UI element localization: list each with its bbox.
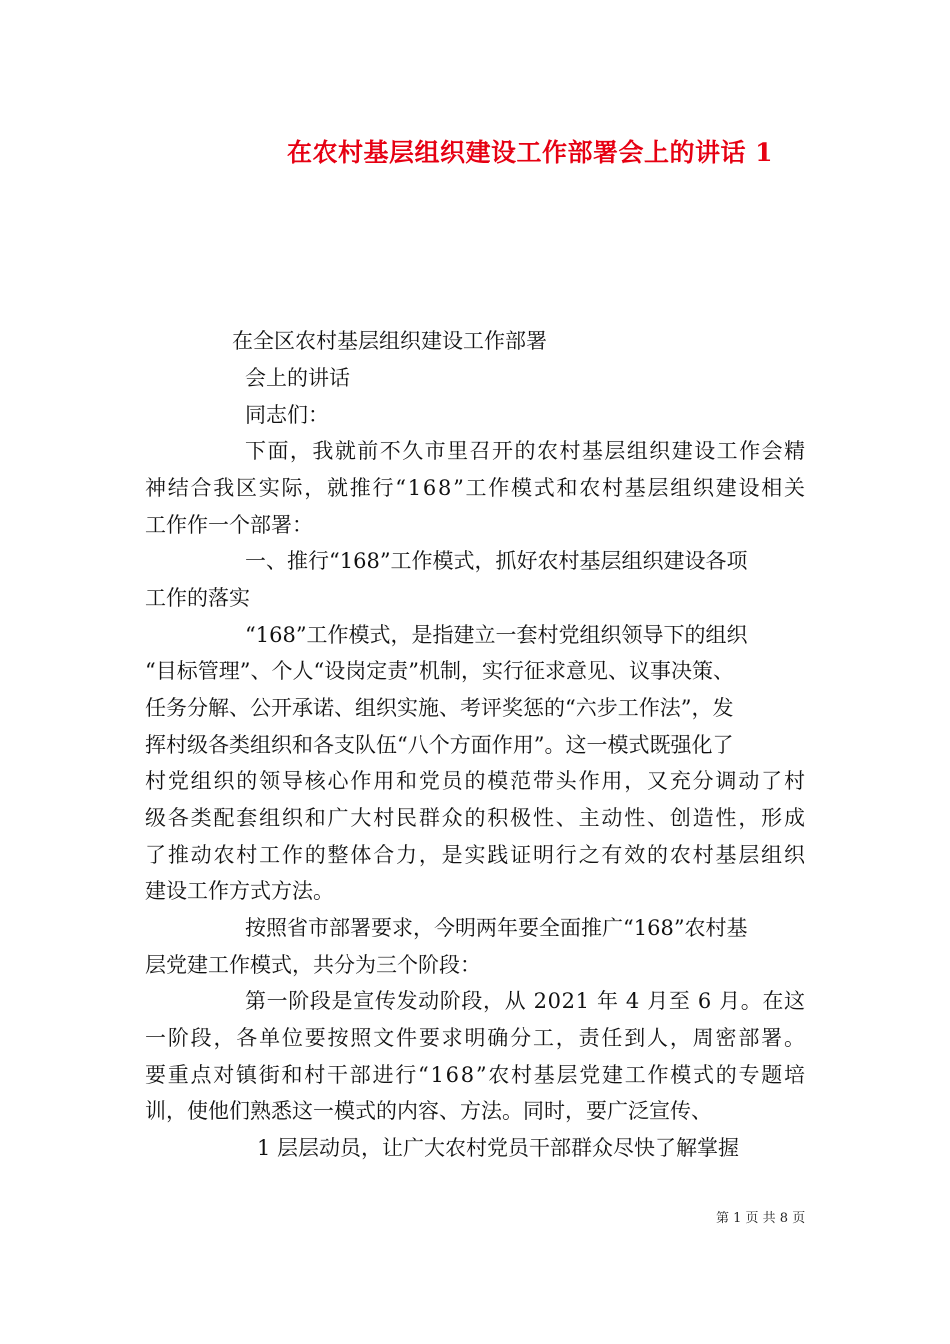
- body-line: 按照省市部署要求，今明两年要全面推广“168”农村基: [245, 916, 748, 940]
- body-line: “目标管理”、个人“设岗定责”机制，实行征求意见、议事决策、: [145, 659, 734, 683]
- body-line: 层党建工作模式，共分为三个阶段：: [145, 953, 481, 977]
- body-line: 1 层层动员，让广大农村党员干部群众尽快了解掌握: [257, 1136, 740, 1160]
- body-line: 神结合我区实际，就推行“168”工作模式和农村基层组织建设相关: [145, 476, 807, 500]
- body-line: 村党组织的领导核心作用和党员的模范带头作用，又充分调动了村: [145, 769, 807, 793]
- body-line: 下面，我就前不久市里召开的农村基层组织建设工作会精: [245, 439, 807, 463]
- body-line: 一、推行“168”工作模式，抓好农村基层组织建设各项: [245, 549, 748, 573]
- body-line: 工作的落实: [145, 586, 250, 610]
- body-line: 挥村级各类组织和各支队伍“八个方面作用”。这一模式既强化了: [145, 733, 734, 757]
- body-line: 同志们：: [245, 403, 329, 427]
- body-line: 了推动农村工作的整体合力，是实践证明行之有效的农村基层组织: [145, 843, 807, 867]
- body-line: 一阶段，各单位要按照文件要求明确分工，责任到人，周密部署。: [145, 1026, 807, 1050]
- body-line: 训，使他们熟悉这一模式的内容、方法。同时，要广泛宣传、: [145, 1099, 712, 1123]
- body-line: 要重点对镇街和村干部进行“168”农村基层党建工作模式的专题培: [145, 1063, 807, 1087]
- body-line: 在全区农村基层组织建设工作部署: [232, 329, 547, 353]
- body-line: 第一阶段是宣传发动阶段，从 2021 年 4 月至 6 月。在这: [245, 989, 806, 1013]
- body-line: 任务分解、公开承诺、组织实施、考评奖惩的“六步工作法”，发: [145, 696, 734, 720]
- body-line: 会上的讲话: [245, 366, 350, 390]
- body-line: “168”工作模式，是指建立一套村党组织领导下的组织: [245, 623, 748, 647]
- body-line: 级各类配套组织和广大村民群众的积极性、主动性、创造性，形成: [145, 806, 807, 830]
- document-title: 在农村基层组织建设工作部署会上的讲话 1: [286, 138, 774, 167]
- body-line: 建设工作方式方法。: [145, 879, 334, 903]
- page-footer: 第 1 页 共 8 页: [716, 1211, 806, 1226]
- body-line: 工作作一个部署：: [145, 513, 313, 537]
